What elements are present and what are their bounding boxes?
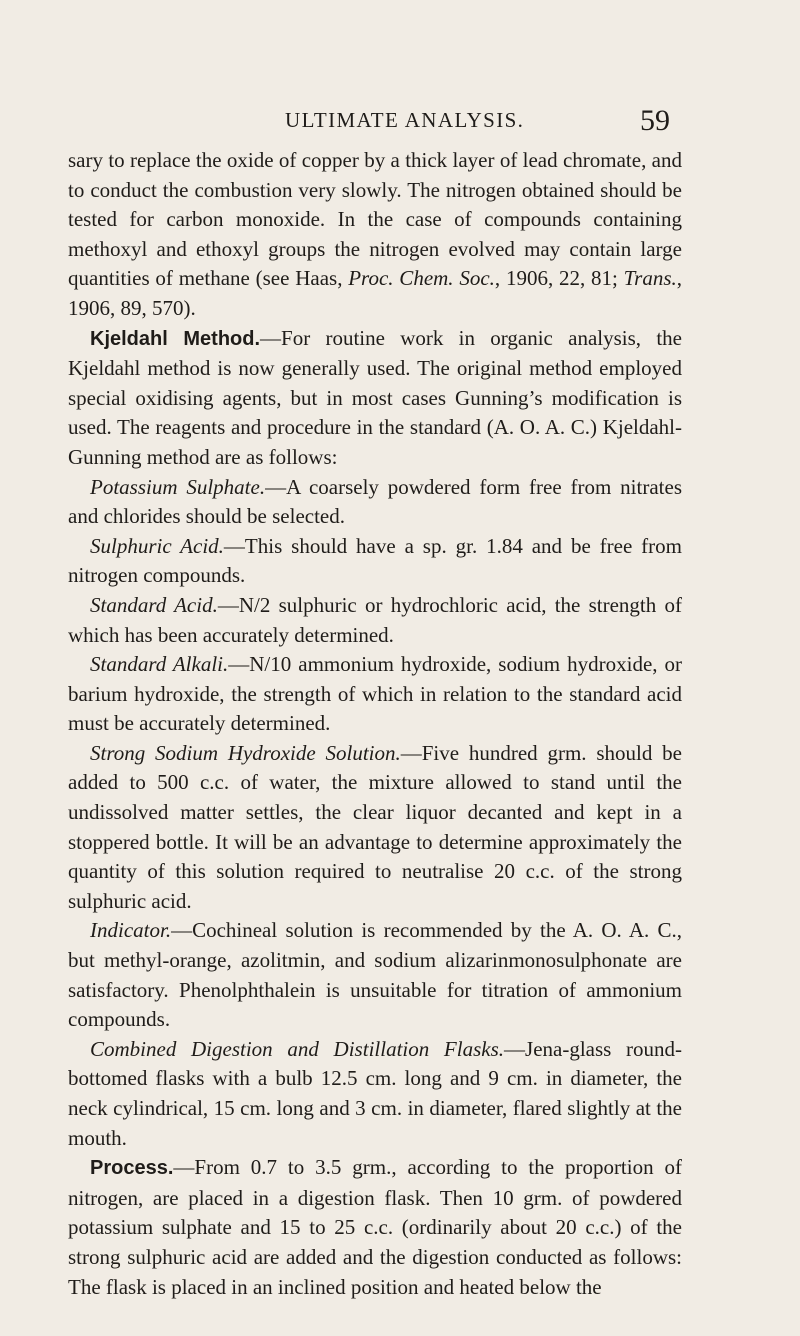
paragraph-text: —From 0.7 to 3.5 grm., according to the proportion of nitrogen, are placed in a digestion flask. Then 10 grm. of powdered potassium sulphate and 15 to 25 c.c. (ordinarily about 20 c.c.) of the strong sulphuric acid are added and the digestion conducted as follows: The flask is placed in an inclined position and heated below the: [68, 1155, 682, 1299]
reagent-heading: Sulphuric Acid.: [90, 533, 224, 558]
paragraph-text: , 1906, 89, 570).: [68, 266, 682, 320]
paragraph-sodium-hydroxide: [68, 739, 682, 917]
reagent-heading: Standard Alkali.: [90, 652, 229, 677]
paragraph-text: —Cochineal solution is recommended by the A. O. A. C., but methyl-orange, azolitmin, and sodium alizarinmonosulphonate are satisfactory. Phenolphthalein is unsuitable for titration of ammonium compounds.: [68, 918, 682, 1032]
paragraph-text: —Jena-glass round-bottomed flasks with a bulb 12.5 cm. long and 9 cm. in diameter, the neck cylindrical, 15 cm. long and 3 cm. in diameter, flared slightly at the mouth.: [68, 1036, 682, 1150]
paragraph-process: [68, 1153, 682, 1302]
paragraph-sulphuric-acid: [68, 532, 682, 591]
section-heading: Process.: [90, 1157, 174, 1180]
reagent-heading: Combined Digestion and Distillation Flasks.: [90, 1036, 505, 1061]
paragraph-text: —Five hundred grm. should be added to 500 c.c. of water, the mixture allowed to stand until the undissolved matter settles, the clear liquor decanted and kept in a stoppered bottle. It will be an advantage to determine approximately the quantity of this solution required to neutralise 20 c.c. of the strong sulphuric acid.: [68, 740, 682, 913]
paragraph-indicator: [68, 916, 682, 1034]
reagent-heading: Indicator.: [90, 918, 172, 943]
paragraph-text: —A coarsely powdered form free from nitrates and chlorides should be selected.: [68, 474, 682, 529]
section-heading: Kjeldahl Method.: [90, 327, 261, 350]
paragraph-text: —N/10 ammonium hydroxide, sodium hydroxide, or barium hydroxide, the strength of which in relation to the standard acid must be accurately determined.: [68, 652, 683, 736]
paragraph-potassium-sulphate: [68, 473, 682, 532]
reagent-heading: Standard Acid.: [90, 592, 218, 617]
paragraph-text: —This should have a sp. gr. 1.84 and be free from nitrogen compounds.: [68, 533, 683, 588]
paragraph-kjeldahl-method: [68, 324, 682, 473]
paragraph-text: —N/2 sulphuric or hydrochloric acid, the strength of which has been accurately determined.: [68, 592, 682, 647]
paragraph-text: sary to replace the oxide of copper by a thick layer of lead chromate, and to conduct the combustion very slowly. The nitrogen obtained should be tested for carbon monoxide. In the case of compounds containing methoxyl and ethoxyl groups the nitrogen evolved may contain large quantities of methane (see Haas,: [68, 148, 682, 291]
reagent-heading: Potassium Sulphate.: [90, 474, 266, 499]
paragraph-flasks: [68, 1035, 682, 1153]
journal-citation: Trans.: [623, 266, 677, 291]
running-title: ULTIMATE ANALYSIS.: [285, 108, 525, 132]
journal-citation: Proc. Chem. Soc.: [348, 266, 495, 291]
paragraph-standard-alkali: [68, 650, 682, 739]
paragraph-text: —For routine work in organic analysis, the Kjeldahl method is now generally used. The original method employed special oxidising agents, but in most cases Gunning’s modification is used. The reagents and procedure in the standard (A. O. A. C.) Kjeldahl-Gunning method are as follows:: [68, 325, 682, 469]
reagent-heading: Strong Sodium Hydroxide Solution.: [90, 740, 401, 765]
running-head: [0, 104, 800, 144]
paragraph-standard-acid: [68, 591, 682, 650]
paragraph-text: , 1906, 22, 81;: [494, 266, 624, 291]
page-number: 59: [640, 104, 670, 137]
body-text: [68, 146, 682, 1302]
paragraph-continuation: [68, 146, 682, 324]
